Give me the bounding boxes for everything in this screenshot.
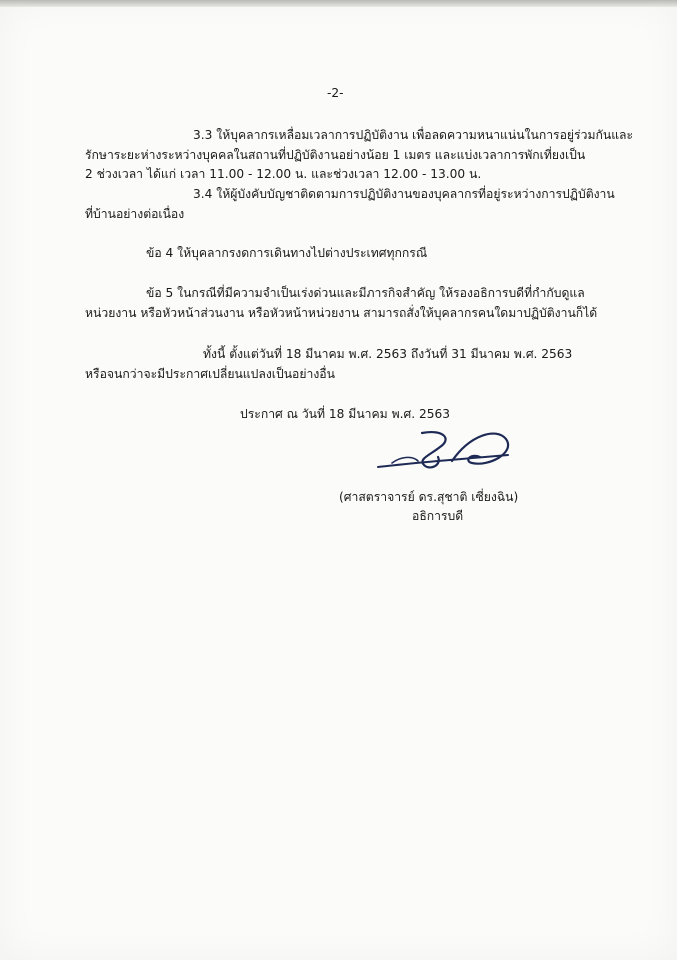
body-line: ทั้งนี้ ตั้งแต่วันที่ 18 มีนาคม พ.ศ. 2563 ถึงวันที่ 31 มีนาคม พ.ศ. 2563 [203, 347, 573, 361]
announcement-date: ประกาศ ณ วันที่ 18 มีนาคม พ.ศ. 2563 [240, 407, 450, 421]
body-line: ที่บ้านอย่างต่อเนื่อง [85, 207, 185, 221]
signatory-name: (ศาสตราจารย์ ดร.สุชาติ เซี่ยงฉิน) [339, 490, 519, 504]
page-number: -2- [327, 86, 344, 100]
body-line: หรือจนกว่าจะมีประกาศเปลี่ยนแปลงเป็นอย่างอื่น [85, 367, 335, 381]
signatory-title: อธิการบดี [412, 509, 464, 523]
body-line: รักษาระยะห่างระหว่างบุคคลในสถานที่ปฏิบัติงานอย่างน้อย 1 เมตร และแบ่งเวลาการพักเที่ยงเป็น [85, 148, 586, 162]
body-line: หน่วยงาน หรือหัวหน้าส่วนงาน หรือหัวหน้าหน่วยงาน สามารถสั่งให้บุคลากรคนใดมาปฏิบัติงานก็ได้ [85, 306, 598, 320]
signature-image [370, 425, 520, 480]
body-line: ข้อ 4 ให้บุคลากรงดการเดินทางไปต่างประเทศทุกกรณี [146, 246, 428, 260]
body-line: 3.4 ให้ผู้บังคับบัญชาติดตามการปฏิบัติงานของบุคลากรที่อยู่ระหว่างการปฏิบัติงาน [193, 187, 615, 201]
body-line: 3.3 ให้บุคลากรเหลื่อมเวลาการปฏิบัติงาน เพื่อลดความหนาแน่นในการอยู่ร่วมกันและ [193, 128, 634, 142]
body-line: ข้อ 5 ในกรณีที่มีความจำเป็นเร่งด่วนและมีภารกิจสำคัญ ให้รองอธิการบดีที่กำกับดูแล [146, 286, 585, 300]
body-line: 2 ช่วงเวลา ได้แก่ เวลา 11.00 - 12.00 น. และช่วงเวลา 12.00 - 13.00 น. [85, 167, 482, 181]
scan-top-edge [0, 0, 677, 7]
